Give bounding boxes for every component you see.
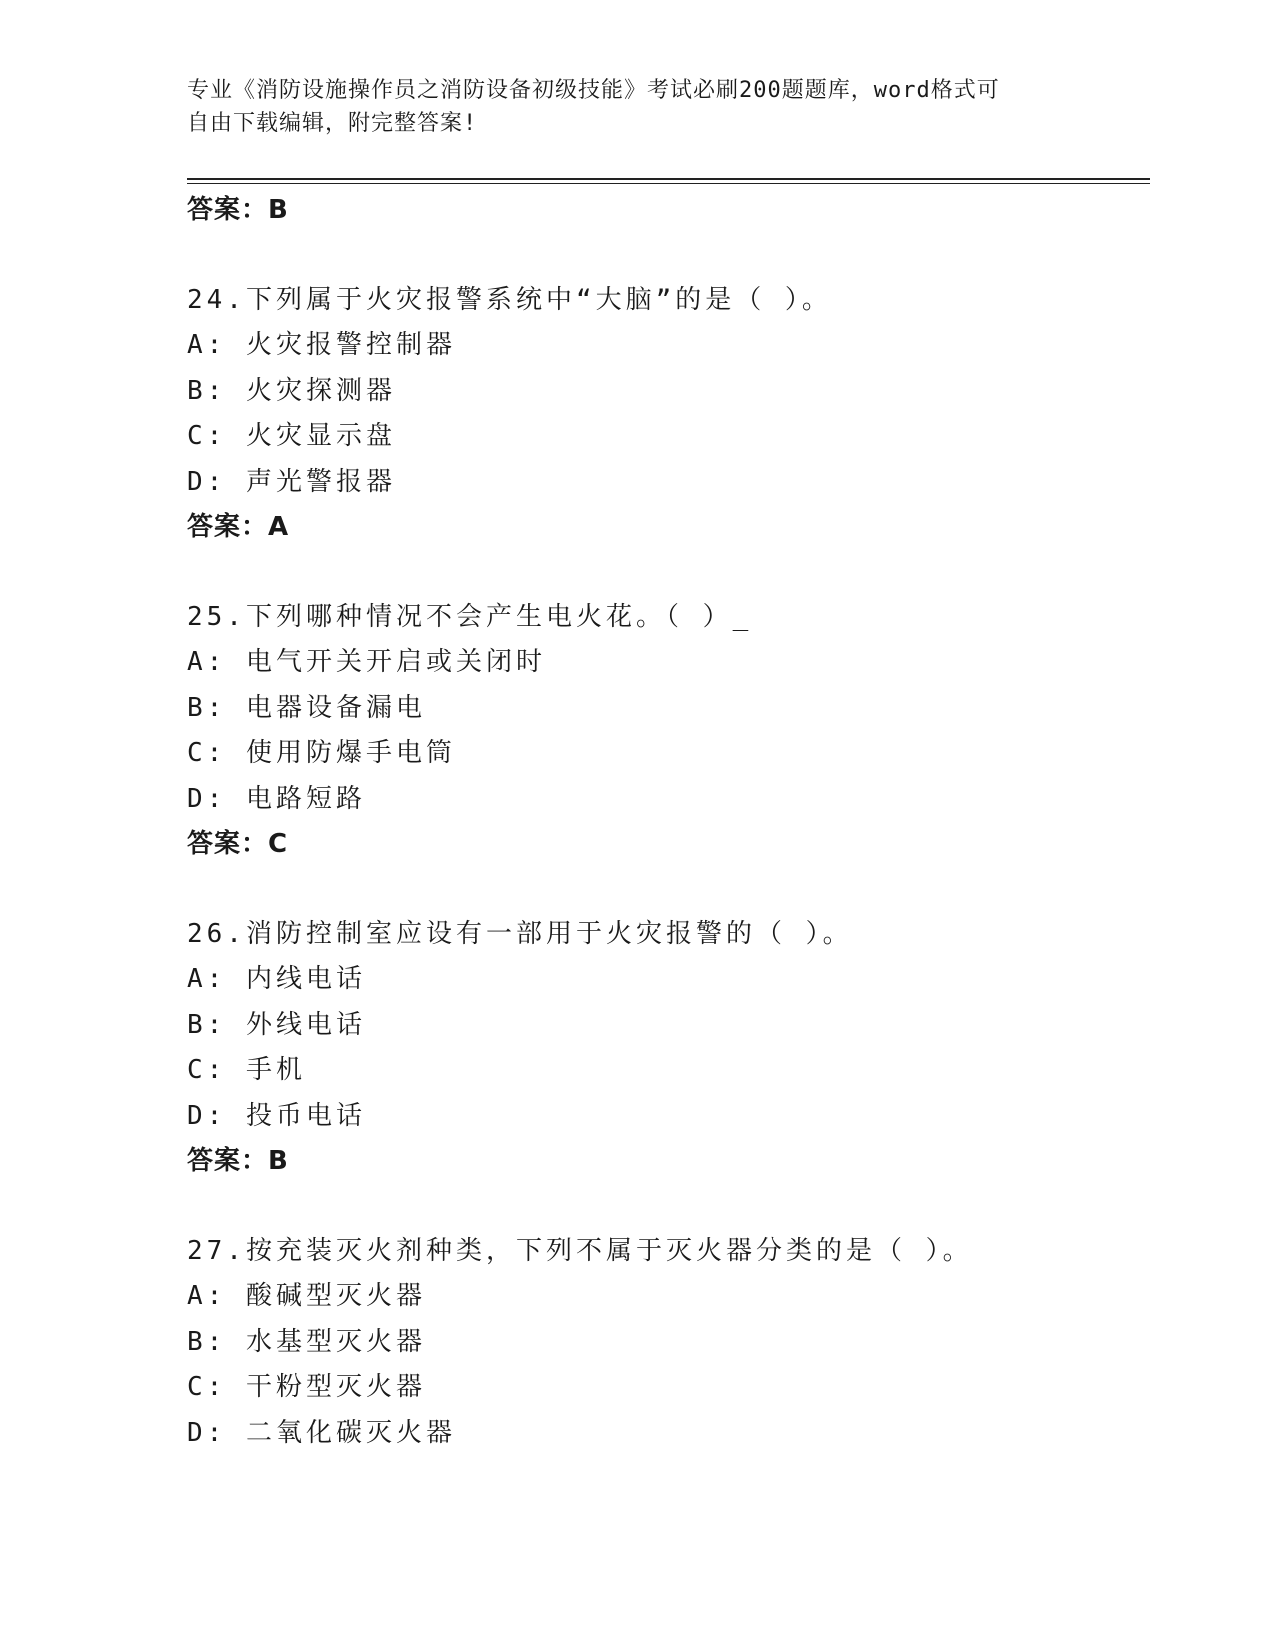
option-d: D: 声光警报器 [187, 466, 396, 497]
question-stem: 25.下列哪种情况不会产生电火花。（ ）_ [187, 601, 753, 632]
document-header [187, 74, 1087, 140]
question-25 [187, 595, 1147, 868]
option-a: A: 酸碱型灭火器 [187, 1281, 426, 1311]
option-a: A: 电气开关开启或关闭时 [187, 647, 546, 677]
option-c: C: 使用防爆手电筒 [187, 738, 456, 768]
header-divider-thin [187, 183, 1150, 184]
question-24 [187, 278, 1147, 551]
question-stem: 24.下列属于火灾报警系统中“大脑”的是（ ）。 [187, 284, 832, 315]
answer: 答案：C [187, 829, 289, 859]
option-b: B: 电器设备漏电 [187, 692, 426, 723]
question-27 [187, 1229, 1147, 1457]
spacer [187, 868, 1147, 912]
option-b: B: 水基型灭火器 [187, 1326, 426, 1357]
option-c: C: 手机 [187, 1055, 306, 1085]
option-b: B: 外线电话 [187, 1009, 366, 1040]
question-stem: 26.消防控制室应设有一部用于火灾报警的（ ）。 [187, 918, 853, 949]
option-a: A: 内线电话 [187, 964, 366, 994]
answer: 答案：A [187, 512, 290, 542]
option-a: A: 火灾报警控制器 [187, 330, 456, 360]
option-d: D: 电路短路 [187, 783, 366, 814]
previous-answer: 答案：B [187, 195, 289, 225]
header-line-2: 自由下载编辑，附完整答案! [187, 111, 478, 136]
spacer [187, 1185, 1147, 1229]
header-divider-thick [187, 178, 1150, 180]
option-d: D: 投币电话 [187, 1100, 366, 1131]
question-list [187, 188, 1147, 1456]
option-d: D: 二氧化碳灭火器 [187, 1417, 456, 1448]
question-26 [187, 912, 1147, 1185]
spacer [187, 551, 1147, 595]
answer: 答案：B [187, 1146, 289, 1176]
option-c: C: 干粉型灭火器 [187, 1372, 426, 1402]
option-c: C: 火灾显示盘 [187, 421, 396, 451]
question-stem: 27.按充装灭火剂种类，下列不属于灭火器分类的是（ ）。 [187, 1235, 973, 1266]
option-b: B: 火灾探测器 [187, 375, 396, 406]
header-line-1: 专业《消防设施操作员之消防设备初级技能》考试必刷200题题库，word格式可 [187, 78, 1000, 103]
spacer [187, 234, 1147, 278]
